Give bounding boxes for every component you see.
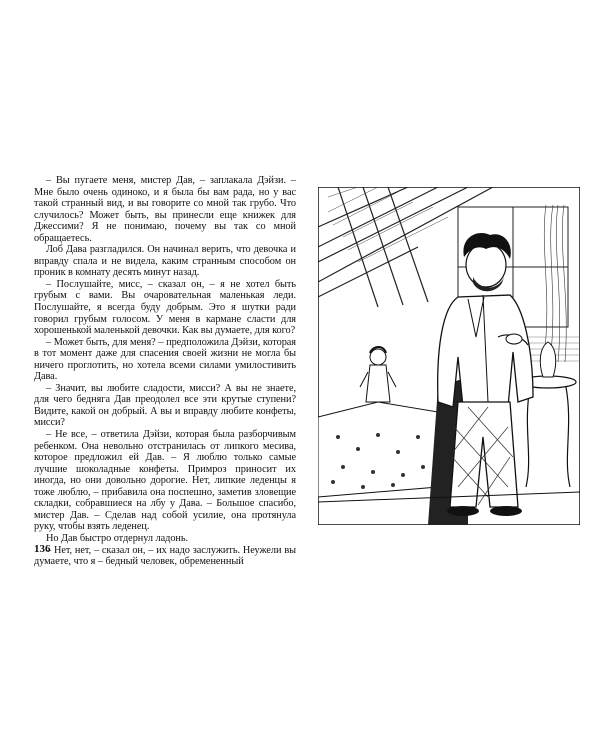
illustration — [318, 187, 580, 525]
paragraph: – Не все, – ответила Дэйзи, которая была разборчивым ребенком. Она невольно отстранилась от липкого месива, которое предложил ей Дав. – Я люблю только самые лучшие шоколадные конфеты. Примроз приносит их иногда, но они довольно дорогие. Нет, липкие леденцы я тоже люблю, – прибавила она поспешно, заметив зловещие складки, собравшиеся на лбу у Дава. – Большое спасибо, мистер Дав. – Сделав над собой усилие, она протянула руку, чтобы взять леденец. — [34, 429, 296, 533]
paragraph: – Нет, нет, – сказал он, – их надо заслужить. Неужели вы думаете, что я – бедный человек, обремененный — [34, 544, 296, 568]
paragraph: – Может быть, для меня? – предположила Дэйзи, которая в тот момент даже для спасения своей жизни не могла бы ничего проглотить, но хотела всеми силами умилостивить Дава. — [34, 336, 296, 383]
paragraph: – Значит, вы любите сладости, мисси? А вы не знаете, для чего бедняга Дав преодолел все эти крутые ступени? Видите, какой он добрый. А вы и вправду любите конфеты, мисси? — [34, 382, 296, 429]
ink-sketch-illustration — [318, 187, 580, 525]
paragraph: Но Дав быстро отдернул ладонь. — [46, 532, 189, 544]
paragraph: Лоб Дава разгладился. Он начинал верить, что девочка и вправду спала и не видела, каким странным способом он проник в комнату десять минут назад. — [34, 244, 296, 279]
paragraph: – Послушайте, мисс, – сказал он, – я не хотел быть грубым с вами. Вы очаровательная маленькая леди. Послушайте, я всегда буду добрым. Это я шутки ради говорил грубым голосом. У меня в кармане сласти для хорошенькой маленькой девочки. Как вы думаете, для кого? — [34, 278, 296, 337]
text-column — [34, 175, 296, 568]
paragraph: – Вы пугаете меня, мистер Дав, – заплакала Дэйзи. – Мне было очень одиноко, и я была бы вам рада, но у вас такой странный вид, и вы говорите со мной так грубо. Что случилось? Может быть, вы принесли еще книжек для Джессими? Я не понимаю, почему вы так со мной обращаетесь. — [34, 175, 296, 244]
page-number: 136 — [34, 543, 51, 555]
bed — [318, 402, 438, 497]
